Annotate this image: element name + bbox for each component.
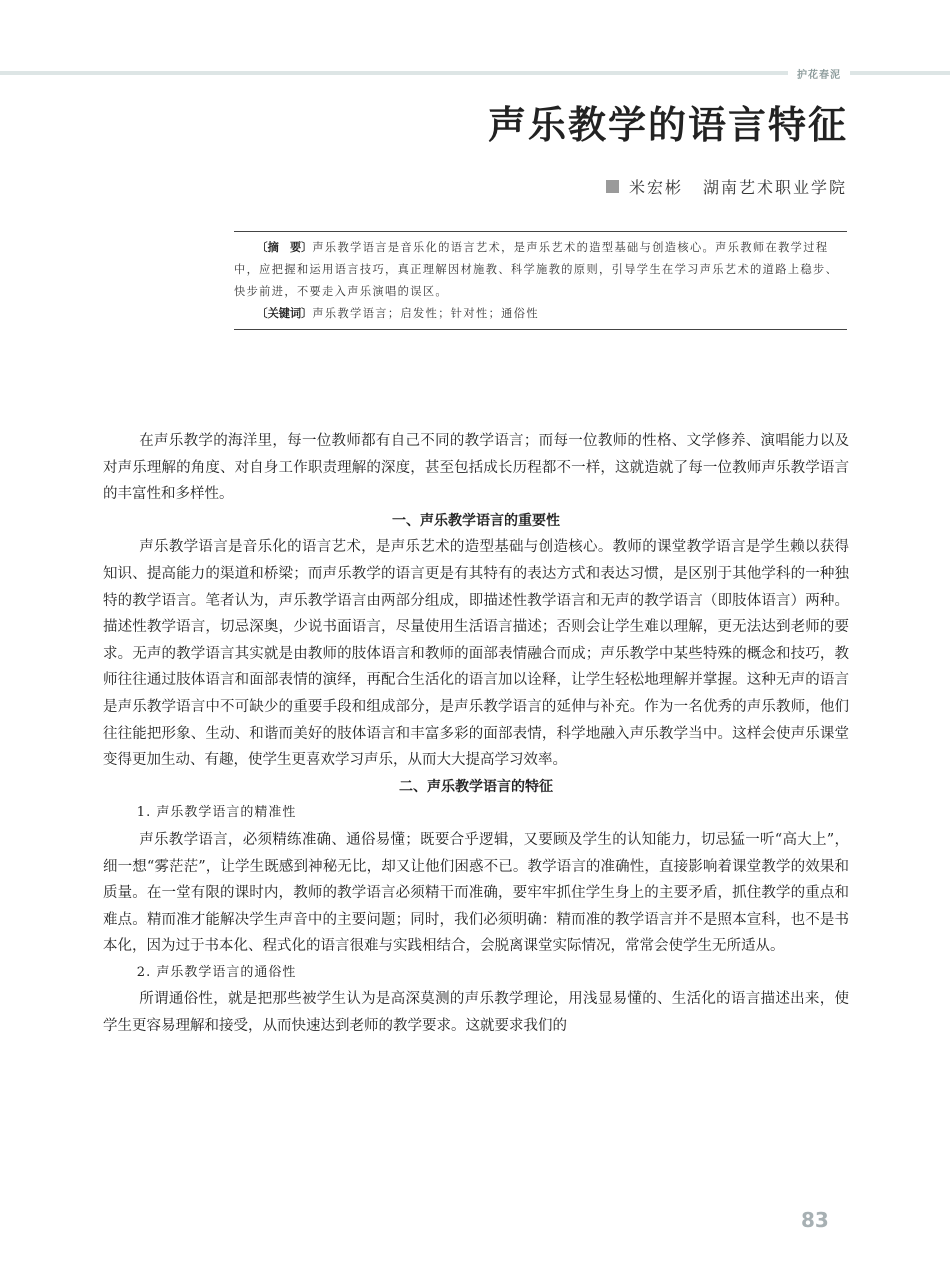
keywords-text: 声乐教学语言；启发性；针对性；通俗性 [312,307,539,320]
abstract-label: 〔摘 要〕 [256,241,313,254]
subsection-2-paragraph: 所谓通俗性，就是把那些被学生认为是高深莫测的声乐教学理论，用浅显易懂的、生活化的语言描述出来，使学生更容易理解和接受，从而快速达到老师的教学要求。这就要求我们的 [103,991,849,1035]
header-rule-left [0,71,788,75]
section-tag: 护花春泥 [797,70,841,81]
author-line [606,175,847,198]
intro-paragraph: 在声乐教学的海洋里，每一位教师都有自己不同的教学语言；而每一位教师的性格、文学修养、演唱能力以及对声乐理解的角度、对自身工作职责理解的深度，甚至包括成长历程都不一样，这就造就了每一位教师声乐教学语言的丰富性和多样性。 [103,433,849,503]
article-body [103,428,849,1040]
author-marker-square-icon [606,180,619,193]
abstract-text: 声乐教学语言是音乐化的语言艺术，是声乐艺术的造型基础与创造核心。声乐教师在教学过程中，应把握和运用语言技巧，真正理解因材施教、科学施教的原则，引导学生在学习声乐艺术的道路上稳步、快步前进，不要走入声乐演唱的误区。 [234,241,839,298]
author-affiliation: 湖南艺术职业学院 [702,178,847,197]
page-number: 83 [801,1208,829,1232]
keywords-label: 〔关键词〕 [256,307,313,320]
header-rule-right [850,71,950,75]
section-1-heading: 一、声乐教学语言的重要性 [392,512,560,529]
subsection-1-paragraph: 声乐教学语言，必须精练准确、通俗易懂；既要合乎逻辑，又要顾及学生的认知能力，切忌猛一听“高大上”，细一想“雾茫茫”，让学生既感到神秘无比，却又让他们困惑不已。教学语言的准确性，直接影响着课堂教学的效果和质量。在一堂有限的课时内，教师的教学语言必须精干而准确，要牢牢抓住学生身上的主要矛盾，抓住教学的重点和难点。精而准才能解决学生声音中的主要问题；同时，我们必须明确：精而准的教学语言并不是照本宣科，也不是书本化，因为过于书本化、程式化的语言很难与实践相结合，会脱离课堂实际情况，常常会使学生无所适从。 [103,831,849,955]
abstract-box [234,231,847,330]
abstract-paragraph [234,237,847,303]
keywords-paragraph [234,303,847,325]
article-title: 声乐教学的语言特征 [487,103,848,147]
section-1-paragraph: 声乐教学语言是音乐化的语言艺术，是声乐艺术的造型基础与创造核心。教师的课堂教学语言是学生赖以获得知识、提高能力的渠道和桥梁；而声乐教学的语言更是有其特有的表达方式和表达习惯，是区别于其他学科的一种独特的教学语言。笔者认为，声乐教学语言由两部分组成，即描述性教学语言和无声的教学语言（即肢体语言）两种。描述性教学语言，切忌深奥，少说书面语言，尽量使用生活语言描述；否则会让学生难以理解，更无法达到老师的要求。无声的教学语言其实就是由教师的肢体语言和教师的面部表情融合而成；声乐教学中某些特殊的概念和技巧，教师往往通过肢体语言和面部表情的演绎，再配合生活化的语言加以诠释，让学生轻松地理解并掌握。这种无声的语言是声乐教学语言中不可缺少的重要手段和组成部分，是声乐教学语言的延伸与补充。作为一名优秀的声乐教师，他们往往能把形象、生动、和谐而美好的肢体语言和丰富多彩的面部表情，科学地融入声乐教学当中。这样会使声乐课堂变得更加生动、有趣，使学生更喜欢学习声乐，从而大大提高学习效率。 [103,539,849,769]
author-name: 米宏彬 [628,178,683,197]
subsection-1-heading: 1. 声乐教学语言的精准性 [136,805,297,821]
subsection-2-heading: 2. 声乐教学语言的通俗性 [136,964,297,980]
section-2-heading: 二、声乐教学语言的特征 [399,778,553,795]
